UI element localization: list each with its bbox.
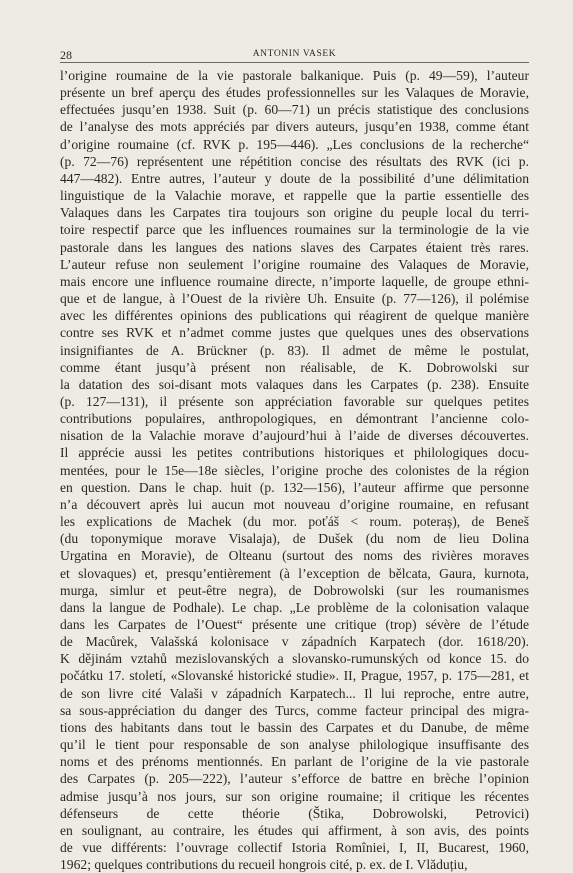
text-line: tions des habitants dans tout le bassin des Carpates et du Danube, de même <box>60 719 529 735</box>
text-line: mentées, pour le 15e—18e siècles, l’origine proche des colonistes de la région <box>60 462 529 478</box>
text-line: de Macůrek, Valašská kolonisace v západních Karpatech (dor. 1618/20). <box>60 634 529 650</box>
text-line: linguistique de la Valachie morave, et rappelle que la partie essentielle des <box>60 188 529 204</box>
text-line: insignifiantes de A. Brückner (p. 83). Il admet de même le postulat, <box>60 342 529 358</box>
text-line: les explications de Machek (du mor. poťáš < roum. poteraș), de Beneš <box>60 514 529 530</box>
text-line: qu’il le tient pour responsable de son analyse philologique insuffisante des <box>60 737 529 753</box>
text-line: l’origine roumaine de la vie pastorale balkanique. Puis (p. 49—59), l’auteur <box>60 68 529 83</box>
page-number: 28 <box>60 48 72 62</box>
text-line: počátku 17. století, «Slovanské historické studie». II, Prague, 1957, p. 175—281, et <box>60 668 529 684</box>
text-line: contre ses RVK et n’admet comme justes que quelques unes des observations <box>60 325 529 341</box>
text-line: défenseurs de cette théorie (Štika, Dobrowolski, Petrovici) <box>60 805 529 821</box>
text-line: admise jusqu’à nos jours, sur son origine roumaine; il critique les récentes <box>60 788 529 804</box>
text-line: dans la langue de Podhale). Le chap. „Le problème de la colonisation valaque <box>60 599 529 615</box>
text-line: effectuées jusqu’en 1938. Suit (p. 60—71) un précis statistique des conclusions <box>60 102 529 118</box>
text-line: présente un bref aperçu des études professionnelles sur les Valaques de Moravie, <box>60 85 529 101</box>
running-head: ANTONIN VASEK <box>252 49 337 59</box>
text-line: mais encore une influence roumaine directe, n’importe laquelle, de groupe ethni- <box>60 273 529 289</box>
text-line: des Carpates (p. 205—222), l’auteur s’efforce de battre en brèche l’opinion <box>60 771 529 787</box>
text-line: 1962; quelques contributions du recueil hongrois cité, p. ex. de I. Vlăduțiu, <box>60 857 468 873</box>
text-line: en question. Dans le chap. huit (p. 132—156), l’auteur affirme que personne <box>60 479 529 495</box>
text-line: et slovaques) et, presqu’entièrement (à l’exception de bělcata, Gaura, kurnota, <box>60 565 529 581</box>
text-line: nisation de la Valachie morave d’aujourd’hui à l’aide de diverses découvertes. <box>60 428 529 444</box>
text-line: d’origine roumaine (cf. RVK p. 195—446). „Les conclusions de la recherche“ <box>60 136 529 152</box>
text-line: en soulignant, au contraire, les études qui affirment, à son avis, des points <box>60 822 529 838</box>
text-line: que et de langue, à l’Ouest de la rivière Uh. Ensuite (p. 77—126), il polémise <box>60 291 529 307</box>
text-line: pastorale dans les langues des nations slaves des Carpates étaient très rares. <box>60 239 529 255</box>
body-text <box>60 67 529 873</box>
text-line: comme étant jusqu’à présent non réalisable, de K. Dobrowolski sur <box>60 359 529 375</box>
text-line: L’auteur refuse non seulement l’origine roumaine des Valaques de Moravie, <box>60 256 529 272</box>
text-line: Valaques dans les Carpates tira toujours son origine du peuple local du terri- <box>60 205 529 221</box>
text-line: la datation des soi-disant mots valaques dans les Carpates (p. 238). Ensuite <box>60 376 529 392</box>
text-line: Urgatina en Moravie), de Olteanu (surtout des noms des rivières moraves <box>60 548 529 564</box>
text-line: noms et des prénoms mentionnés. En parlant de l’origine de la vie pastorale <box>60 754 529 770</box>
text-line: toire respectif parce que les influences roumaines sur la terminologie de la vie <box>60 222 529 238</box>
page-header <box>60 44 529 63</box>
text-line: (du toponymique morave Visalaja), de Dušek (du nom de lieu Dolina <box>60 531 529 547</box>
text-line: 447—482). Entre autres, l’auteur y doute de la possibilité d’une délimitation <box>60 170 529 186</box>
text-line: de son livre cité Valaši v západních Karpatech... Il lui reproche, entre autre, <box>60 685 529 701</box>
text-line: (p. 127—131), il présente son appréciation favorable sur quelques petites <box>60 393 529 409</box>
text-line: murga, simlur et peut-être negra), de Dobrowolski (sur les roumanismes <box>60 582 529 598</box>
text-line: dans les Carpates de l’Ouest“ présente une critique (trop) sévère de l’étude <box>60 617 529 632</box>
text-line: avec les différentes opinions des publications qui réagirent de quelque manière <box>60 308 529 324</box>
text-line: de vue différents: l’ouvrage collectif Istoria Romîniei, I, II, Bucarest, 1960, <box>60 840 529 856</box>
text-line: contributions populaires, anthropologiques, en démontrant l’ancienne colo- <box>60 411 529 427</box>
text-line: Il apprécie aussi les petites contributions historiques et philologiques docu- <box>60 445 529 461</box>
text-line: (p. 72—76) représentent une répétition concise des résultats des RVK (ici p. <box>60 153 529 169</box>
text-line: n’a découvert après lui aucun mot nouveau d’origine roumaine, en refusant <box>60 496 529 512</box>
text-line: K dějinám vztahů mezislovanských a slovansko-rumunských od konce 15. do <box>60 651 529 667</box>
text-line: de l’analyse des mots appréciés par divers auteurs, jusqu’en 1938, comme étant <box>60 119 529 135</box>
text-line: sa sous-appréciation du danger des Turcs, comme facteur principal des migra- <box>60 702 529 718</box>
